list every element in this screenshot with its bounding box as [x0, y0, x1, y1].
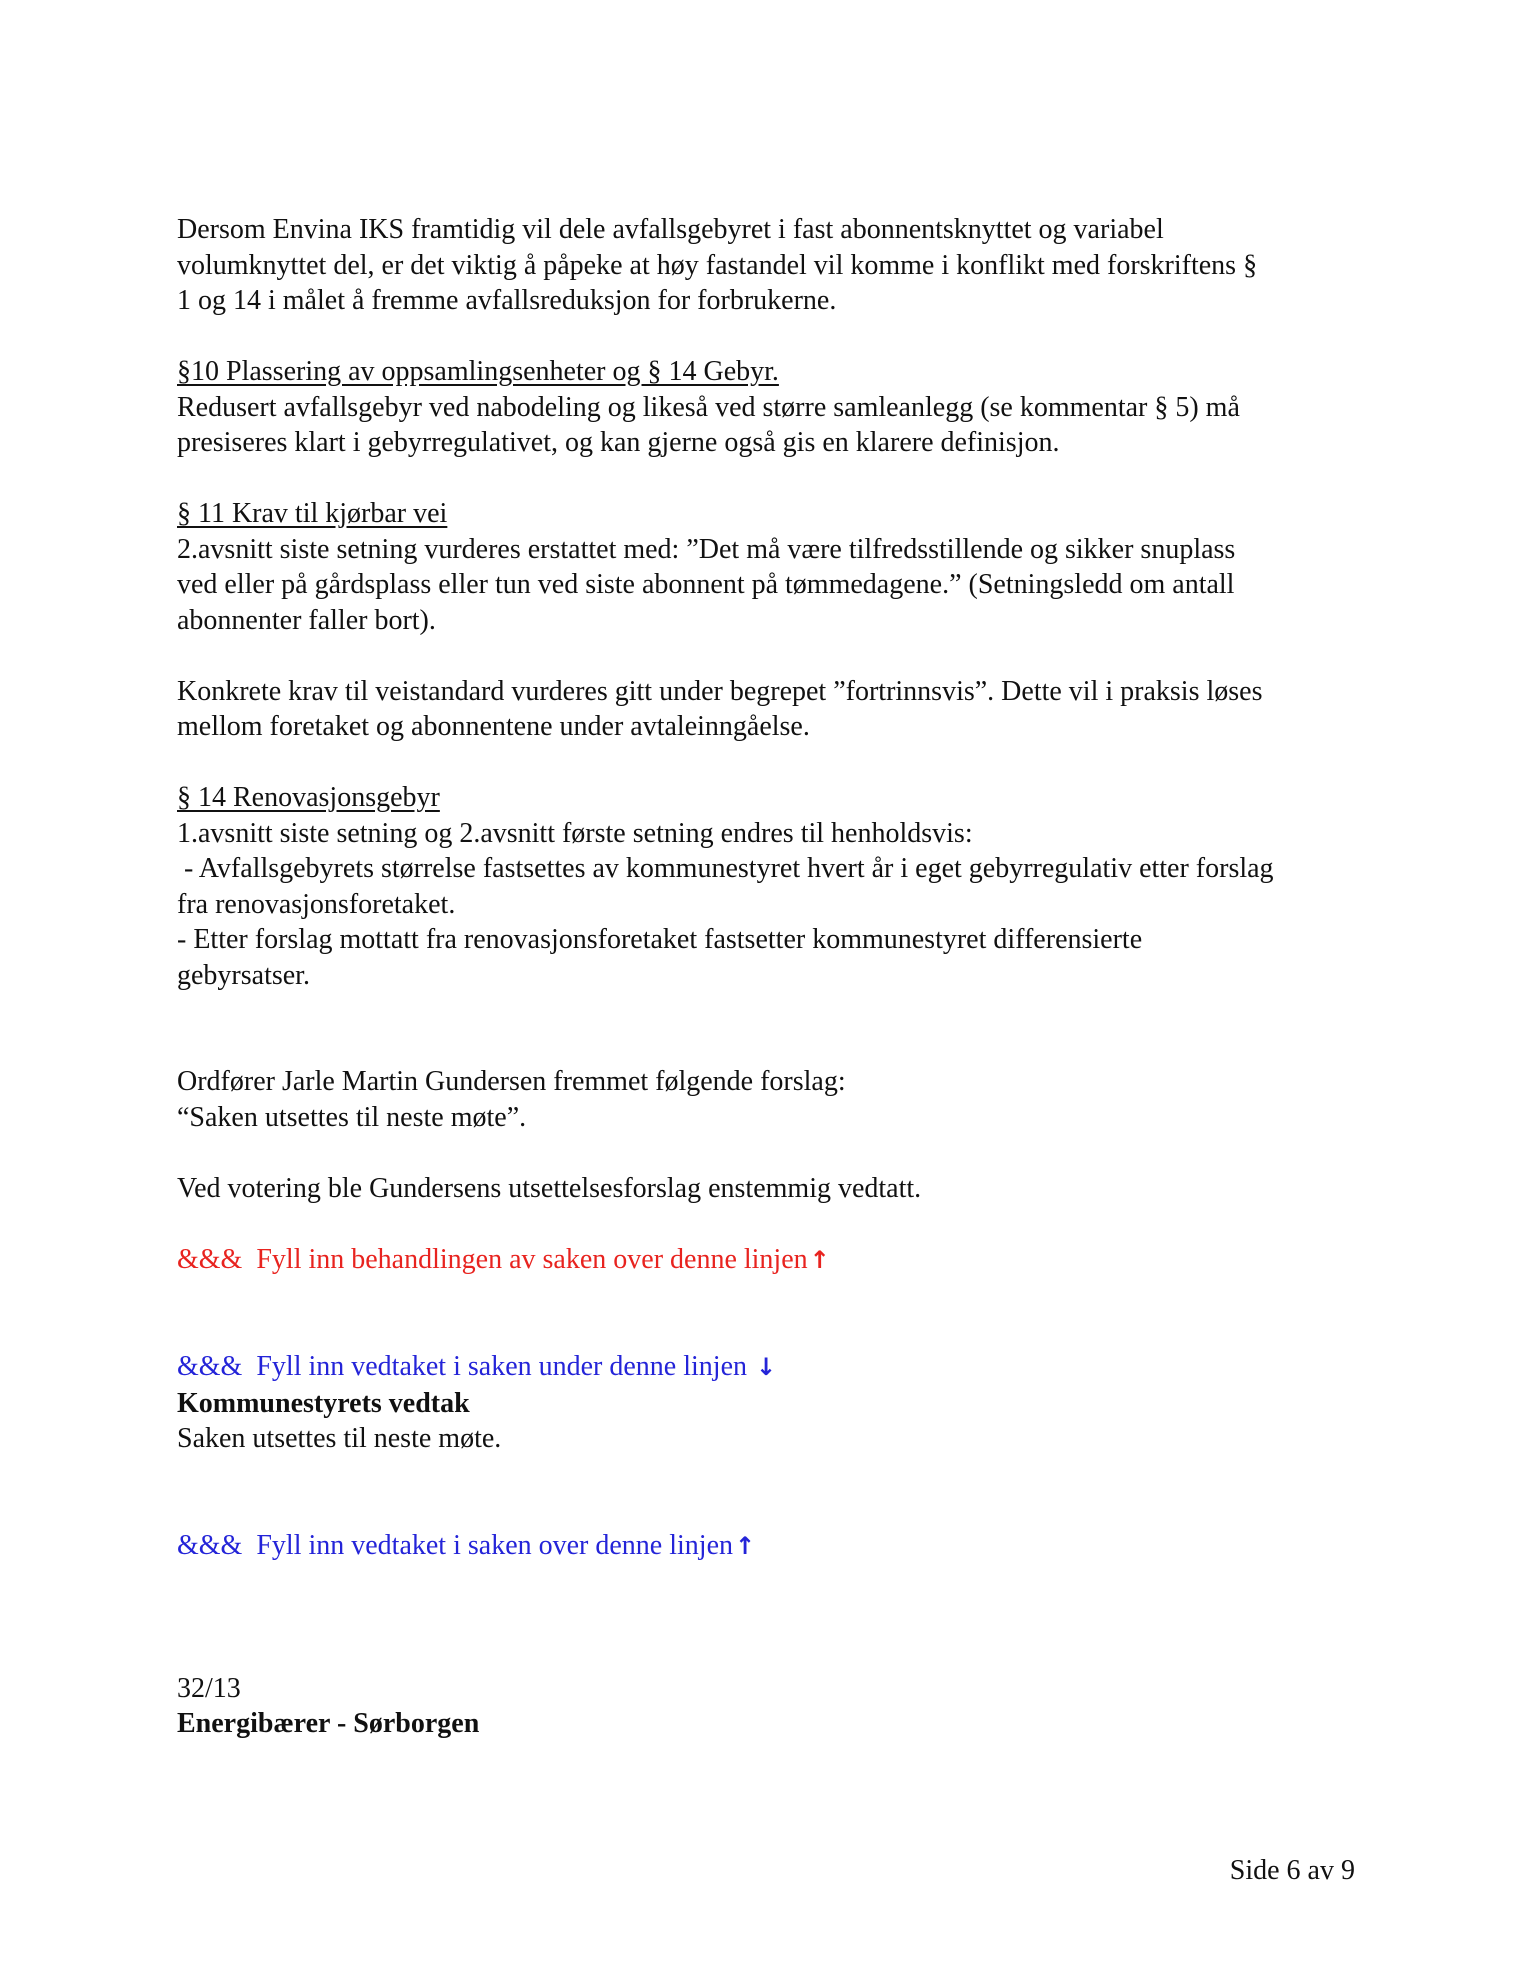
- text-line: Ordfører Jarle Martin Gundersen fremmet følgende forslag:: [177, 1066, 846, 1097]
- text-line: 2.avsnitt siste setning vurderes erstattet med: ”Det må være tilfredsstillende og sikker snuplass: [177, 533, 1236, 565]
- case-title: Energibærer - Sørborgen: [177, 1708, 480, 1739]
- decision-marker-below: [177, 1349, 1357, 1386]
- text-line: 1.avsnitt siste setning og 2.avsnitt første setning endres til henholdsvis:: [177, 817, 973, 849]
- section-heading: § 11 Krav til kjørbar vei: [177, 498, 448, 529]
- paragraph-road-standard: [177, 674, 1357, 745]
- decision-heading: Kommunestyrets vedtak: [177, 1387, 470, 1419]
- text-line: fra renovasjonsforetaket.: [177, 888, 456, 920]
- vote-result: Ved votering ble Gundersens utsettelsesforslag enstemmig vedtatt.: [177, 1172, 922, 1204]
- case-number: 32/13: [177, 1672, 241, 1704]
- section-heading: §10 Plassering av oppsamlingsenheter og § 14 Gebyr.: [177, 356, 779, 387]
- text-line: mellom foretaket og abonnentene under avtaleinngåelse.: [177, 711, 810, 742]
- text-line: - Etter forslag mottatt fra renovasjonsforetaket fastsetter kommunestyret differensierte: [177, 924, 1143, 955]
- section-heading: § 14 Renovasjonsgebyr: [177, 782, 440, 813]
- marker-text: &&& Fyll inn behandlingen av saken over denne linjen: [177, 1243, 808, 1275]
- section-14: [177, 780, 1357, 993]
- text-line: Redusert avfallsgebyr ved nabodeling og likeså ved større samleanlegg (se kommentar § 5) må: [177, 391, 1240, 423]
- text-line: Dersom Envina IKS framtidig vil dele avfallsgebyret i fast abonnentsknyttet og variabel: [177, 214, 1164, 245]
- text-line: 1 og 14 i målet å fremme avfallsreduksjon for forbrukerne.: [177, 285, 837, 316]
- text-line: volumknyttet del, er det viktig å påpeke at høy fastandel vil komme i konflikt med forskriftens §: [177, 249, 1258, 281]
- text-line: - Avfallsgebyrets størrelse fastsettes av kommunestyret hvert år i eget gebyrregulativ etter forslag: [177, 853, 1274, 884]
- section-10: [177, 354, 1357, 461]
- decision-marker-above: [177, 1528, 1357, 1565]
- document-page: [177, 212, 1357, 1742]
- marker-text: &&& Fyll inn vedtaket i saken under denne linjen: [177, 1351, 754, 1382]
- paragraph-fee-split: [177, 212, 1357, 319]
- treatment-marker: [177, 1242, 1357, 1279]
- text-line: abonnenter faller bort).: [177, 604, 436, 636]
- arrow-up-icon: ↑: [809, 1245, 830, 1274]
- text-line: gebyrsatser.: [177, 959, 310, 991]
- text-line: presiseres klart i gebyrregulativet, og kan gjerne også gis en klarere definisjon.: [177, 427, 1060, 458]
- arrow-down-icon: ↓: [756, 1353, 777, 1381]
- page-number: Side 6 av 9: [1229, 1855, 1355, 1886]
- mayor-proposal: [177, 1064, 1357, 1135]
- text-line: ved eller på gårdsplass eller tun ved siste abonnent på tømmedagene.” (Setningsledd om antall: [177, 569, 1235, 600]
- arrow-up-icon: ↑: [735, 1531, 756, 1560]
- text-line: Konkrete krav til veistandard vurderes gitt under begrepet ”fortrinnsvis”. Dette vil i praksis løses: [177, 675, 1263, 707]
- marker-text: &&& Fyll inn vedtaket i saken over denne linjen: [177, 1529, 733, 1561]
- decision-text: Saken utsettes til neste møte.: [177, 1423, 502, 1454]
- text-line: “Saken utsettes til neste møte”.: [177, 1101, 527, 1133]
- section-11: [177, 496, 1357, 638]
